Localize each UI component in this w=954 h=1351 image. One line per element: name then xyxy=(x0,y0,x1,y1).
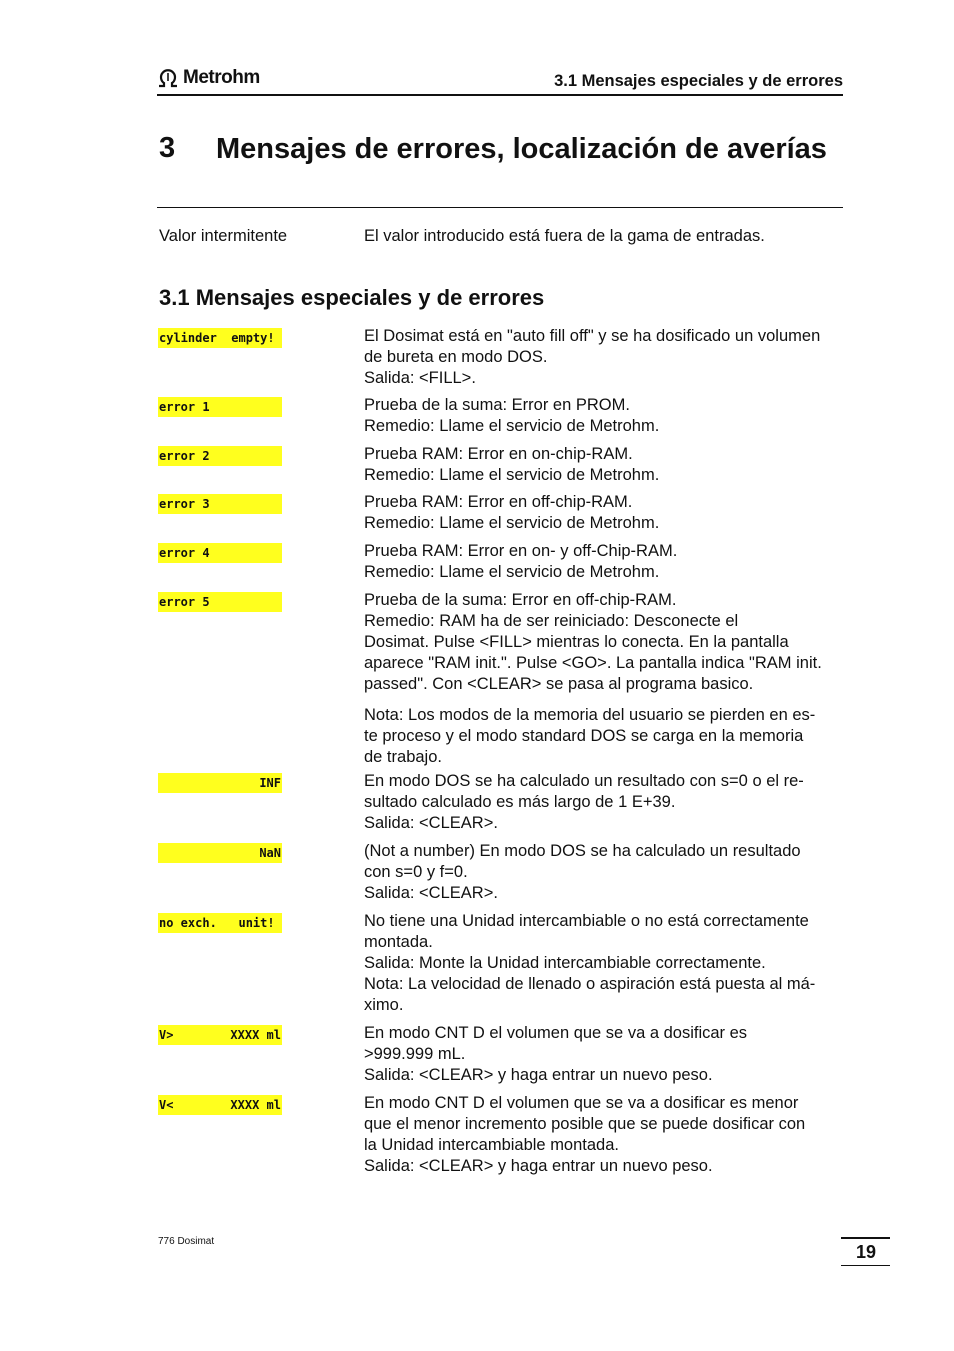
message-description xyxy=(364,541,844,583)
description-line: Remedio: RAM ha de ser reiniciado: Desconecte el xyxy=(364,612,739,630)
page-number-box xyxy=(841,1237,890,1266)
display-text-left: error 3 xyxy=(159,497,210,511)
message-description xyxy=(364,1093,844,1177)
description-paragraph xyxy=(364,1023,844,1086)
display-message xyxy=(158,494,282,514)
description-line: Salida: <CLEAR> y haga entrar un nuevo peso. xyxy=(364,1066,713,1084)
description-line: En modo DOS se ha calculado un resultado con s=0 o el re- xyxy=(364,772,804,790)
display-text-left: V> xyxy=(159,1028,174,1042)
description-line: te proceso y el modo standard DOS se carga en la memoria xyxy=(364,727,804,745)
display-text-right: XXXX ml xyxy=(230,1098,281,1112)
description-line: aparece "RAM init.". Pulse <GO>. La pantalla indica "RAM init. xyxy=(364,654,822,672)
description-line: de bureta en modo DOS. xyxy=(364,348,548,366)
message-description xyxy=(364,395,844,437)
display-message xyxy=(158,913,282,933)
description-paragraph xyxy=(364,444,844,486)
chapter-title: Mensajes de errores, localización de averías xyxy=(216,133,827,165)
display-message xyxy=(158,1025,282,1045)
description-line: Salida: <CLEAR>. xyxy=(364,884,498,902)
display-message xyxy=(158,543,282,563)
message-description xyxy=(364,771,844,834)
display-text-right: NaN xyxy=(259,846,281,860)
description-line: Salida: <CLEAR>. xyxy=(364,814,498,832)
description-line: Prueba de la suma: Error en off-chip-RAM. xyxy=(364,591,677,609)
message-description xyxy=(364,326,844,389)
description-line: Prueba RAM: Error en off-chip-RAM. xyxy=(364,493,633,511)
description-line: que el menor incremento posible que se puede dosificar con xyxy=(364,1115,806,1133)
display-text-left: V< xyxy=(159,1098,174,1112)
display-text-right: XXXX ml xyxy=(230,1028,281,1042)
description-line: Nota: La velocidad de llenado o aspiración está puesta al má- xyxy=(364,975,816,993)
description-paragraph xyxy=(364,1093,844,1177)
metrohm-omega-icon xyxy=(157,68,179,88)
description-paragraph xyxy=(364,492,844,534)
message-description xyxy=(364,444,844,486)
description-line: Nota: Los modos de la memoria del usuario se pierden en es- xyxy=(364,706,816,724)
intro-term: Valor intermitente xyxy=(159,227,288,245)
description-line: En modo CNT D el volumen que se va a dosificar es xyxy=(364,1024,748,1042)
message-description xyxy=(364,492,844,534)
display-text-left: cylinder empty! xyxy=(159,331,275,345)
description-paragraph xyxy=(364,911,844,1016)
description-paragraph xyxy=(364,841,844,904)
display-text-left: error 2 xyxy=(159,449,210,463)
description-paragraph xyxy=(364,326,844,389)
message-description xyxy=(364,841,844,904)
description-line: Prueba RAM: Error en on- y off-Chip-RAM. xyxy=(364,542,678,560)
description-line: passed". Con <CLEAR> se pasa al programa basico. xyxy=(364,675,754,693)
description-line: En modo CNT D el volumen que se va a dosificar es menor xyxy=(364,1094,799,1112)
description-line: montada. xyxy=(364,933,433,951)
display-text-left: error 1 xyxy=(159,400,210,414)
running-header-title: 3.1 Mensajes especiales y de errores xyxy=(554,72,843,90)
description-line: Dosimat. Pulse <FILL> mientras lo conecta. En la pantalla xyxy=(364,633,789,651)
description-paragraph xyxy=(364,395,844,437)
description-line: Remedio: Llame el servicio de Metrohm. xyxy=(364,514,660,532)
description-line: Remedio: Llame el servicio de Metrohm. xyxy=(364,417,660,435)
display-text-right: INF xyxy=(259,776,281,790)
display-message xyxy=(158,843,282,863)
chapter-heading xyxy=(157,132,843,208)
description-paragraph xyxy=(364,590,844,695)
chapter-number: 3 xyxy=(159,132,176,164)
description-paragraph xyxy=(364,541,844,583)
description-line: con s=0 y f=0. xyxy=(364,863,468,881)
display-message xyxy=(158,1095,282,1115)
display-message xyxy=(158,773,282,793)
description-line: No tiene una Unidad intercambiable o no está correctamente xyxy=(364,912,809,930)
description-line: El Dosimat está en "auto fill off" y se ha dosificado un volumen xyxy=(364,327,821,345)
message-description xyxy=(364,1023,844,1086)
description-line: sultado calculado es más largo de 1 E+39. xyxy=(364,793,676,811)
metrohm-logo xyxy=(157,67,260,89)
description-line: Prueba RAM: Error en on-chip-RAM. xyxy=(364,445,633,463)
description-paragraph xyxy=(364,771,844,834)
page-header xyxy=(157,64,843,96)
message-description xyxy=(364,590,844,768)
display-message xyxy=(158,446,282,466)
footer-model: 776 Dosimat xyxy=(158,1236,215,1247)
display-message xyxy=(158,397,282,417)
display-message xyxy=(158,328,282,348)
description-line: Salida: <CLEAR> y haga entrar un nuevo peso. xyxy=(364,1157,713,1175)
description-paragraph xyxy=(364,705,844,768)
description-line: Salida: Monte la Unidad intercambiable correctamente. xyxy=(364,954,766,972)
display-text-left: error 5 xyxy=(159,595,210,609)
description-line: Remedio: Llame el servicio de Metrohm. xyxy=(364,466,660,484)
display-message xyxy=(158,592,282,612)
logo-text: Metrohm xyxy=(183,67,260,88)
intro-definition: El valor introducido está fuera de la gama de entradas. xyxy=(364,227,765,245)
page-number: 19 xyxy=(855,1242,876,1262)
description-line: Salida: <FILL>. xyxy=(364,369,476,387)
description-line: >999.999 mL. xyxy=(364,1045,466,1063)
description-line: la Unidad intercambiable montada. xyxy=(364,1136,619,1154)
section-title: 3.1 Mensajes especiales y de errores xyxy=(159,285,545,310)
description-line: Remedio: Llame el servicio de Metrohm. xyxy=(364,563,660,581)
description-line: de trabajo. xyxy=(364,748,442,766)
message-description xyxy=(364,911,844,1016)
display-text-left: error 4 xyxy=(159,546,210,560)
description-line: (Not a number) En modo DOS se ha calculado un resultado xyxy=(364,842,801,860)
description-line: Prueba de la suma: Error en PROM. xyxy=(364,396,630,414)
description-line: ximo. xyxy=(364,996,404,1014)
display-text-left: no exch. unit! xyxy=(159,916,275,930)
